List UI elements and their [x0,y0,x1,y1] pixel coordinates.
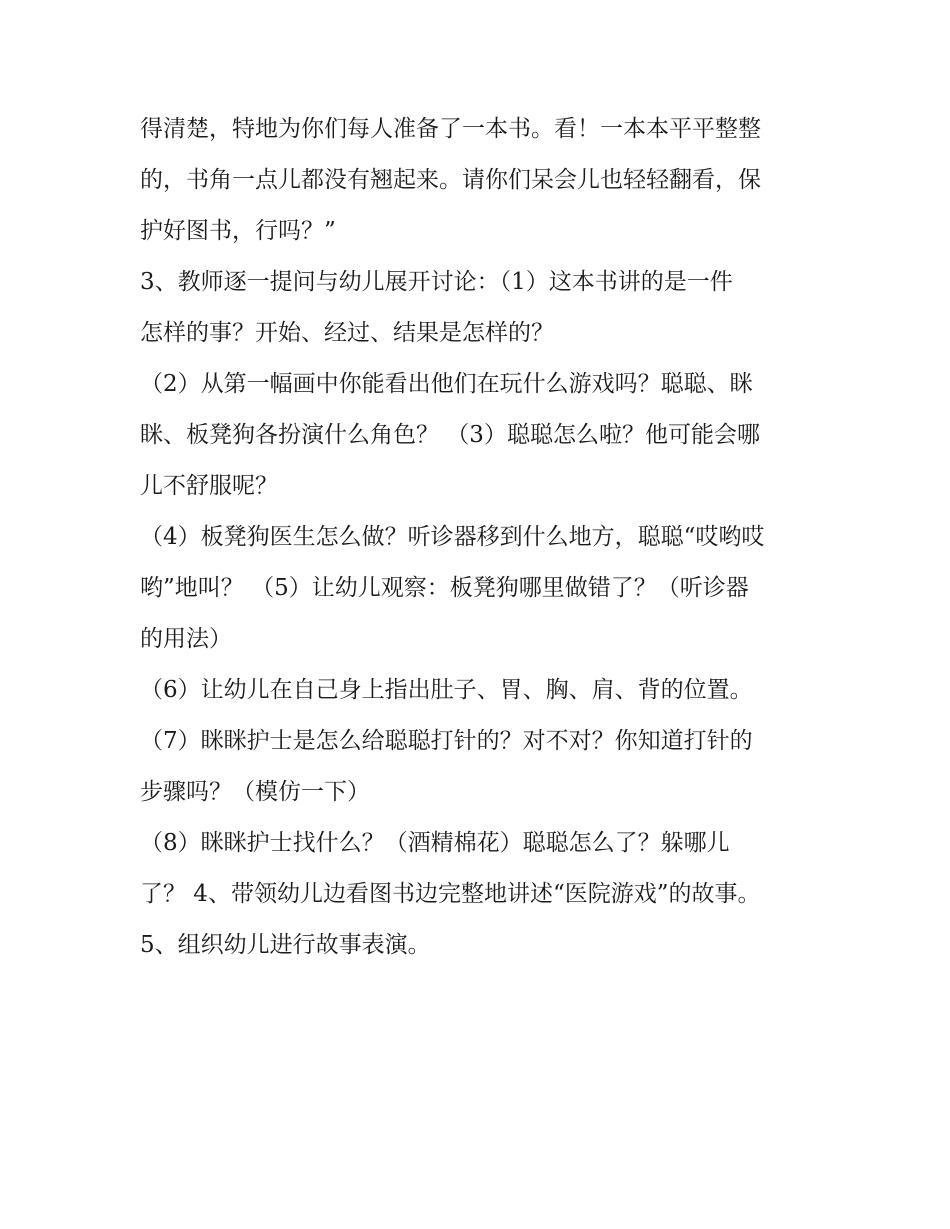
text-line: 3、教师逐一提问与幼儿展开讨论：（1）这本书讲的是一件 [140,269,733,295]
text-line: （2）从第一幅画中你能看出他们在玩什么游戏吗？聪聪、眯 [140,371,753,397]
text-line: 得清楚，特地为你们每人准备了一本书。看！一本本平平整整 [140,116,761,142]
text-line: （4）板凳狗医生怎么做？听诊器移到什么地方，聪聪“哎哟哎 [140,524,765,550]
text-line: （7）眯眯护士是怎么给聪聪打针的？对不对？你知道打针的 [140,728,753,754]
text-line: （8）眯眯护士找什么？（酒精棉花）聪聪怎么了？躲哪儿 [140,830,730,856]
text-line: 儿不舒服呢？ [140,473,278,499]
text-line: （6）让幼儿在自己身上指出肚子、胃、胸、肩、背的位置。 [140,677,753,703]
text-line: 步骤吗？（模仿一下） [140,779,370,805]
text-line: 哟”地叫？ （5）让幼儿观察：板凳狗哪里做错了？（听诊器 [140,575,749,601]
body-text [140,104,820,971]
text-line: 护好图书，行吗？” [140,218,336,244]
text-line: 的，书角一点儿都没有翘起来。请你们呆会儿也轻轻翻看，保 [140,167,761,193]
text-line: 怎样的事？开始、经过、结果是怎样的？ [140,320,554,346]
text-line: 了？ 4、带领幼儿边看图书边完整地讲述“医院游戏”的故事。 [140,881,761,907]
text-line: 的用法） [140,626,232,652]
text-line: 眯、板凳狗各扮演什么角色？ （3）聪聪怎么啦？他可能会哪 [140,422,760,448]
text-line: 5、组织幼儿进行故事表演。 [140,932,431,958]
